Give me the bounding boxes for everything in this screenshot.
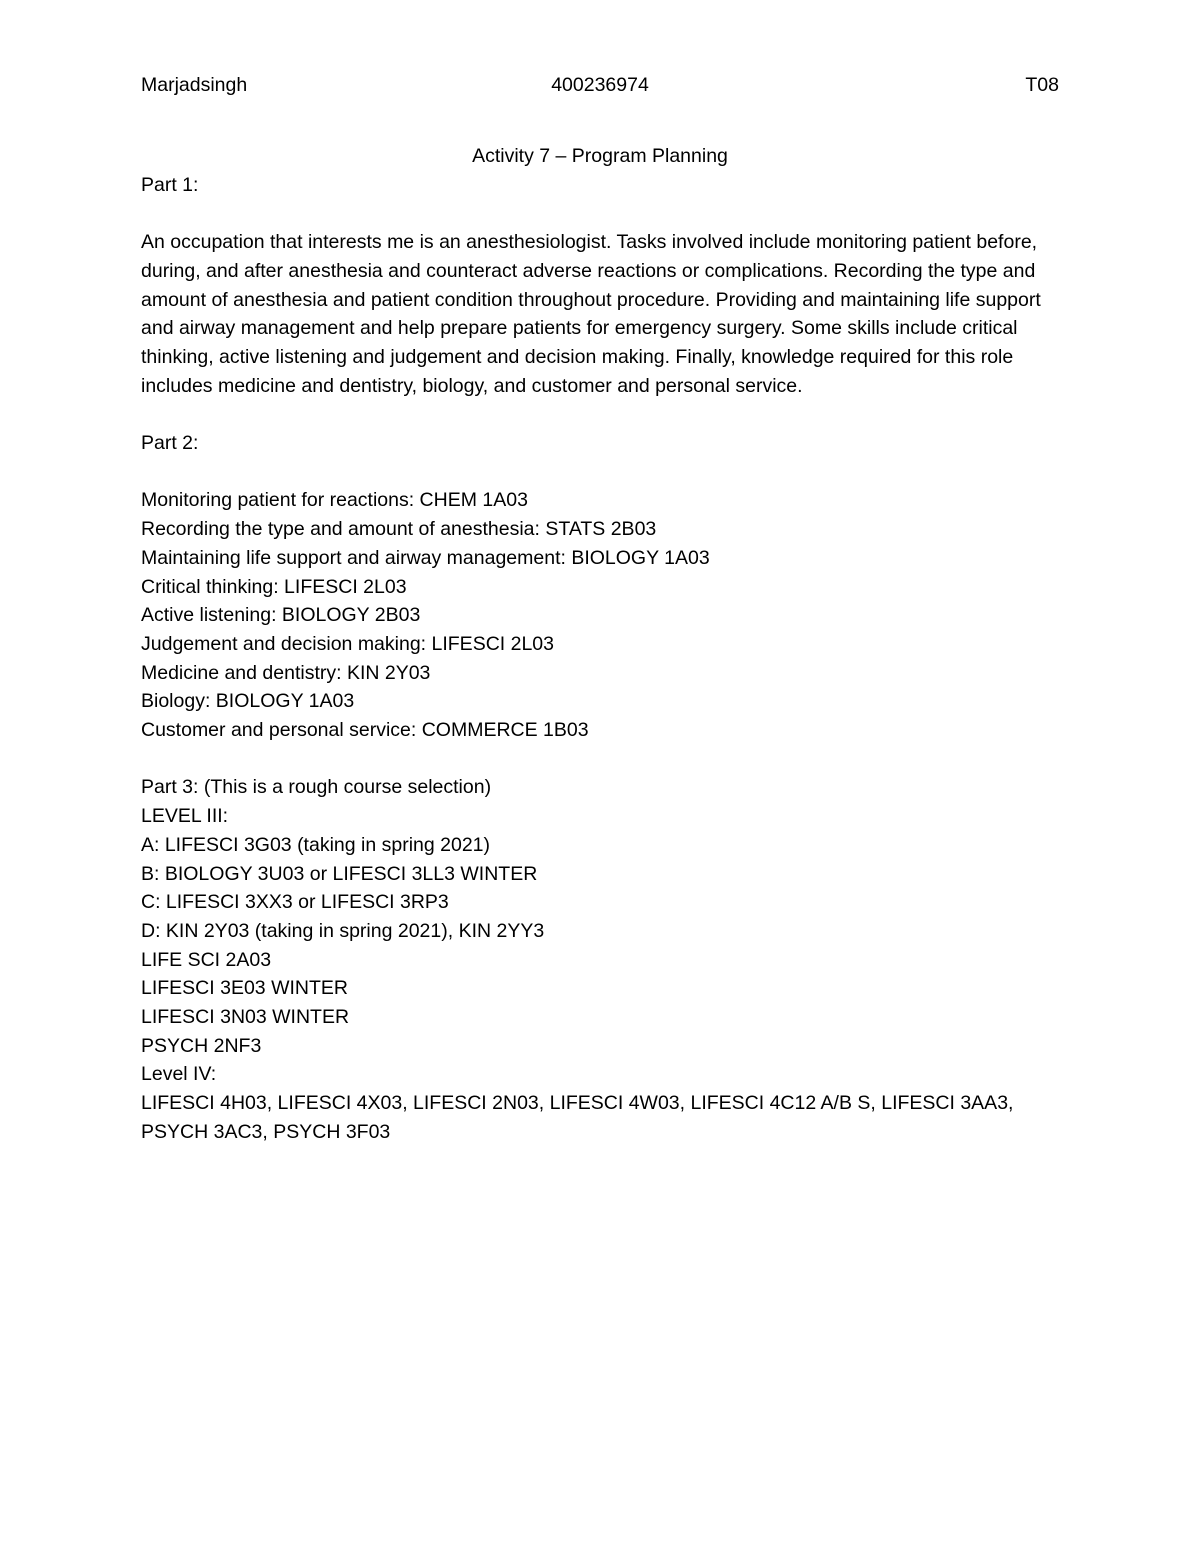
- part2-item: Medicine and dentistry: KIN 2Y03: [141, 661, 431, 684]
- level4-line: LIFESCI 4H03, LIFESCI 4X03, LIFESCI 2N03, LIFESCI 4W03, LIFESCI 4C12 A/B S, LIFESCI 3AA3,: [141, 1092, 1014, 1115]
- part2-item: Monitoring patient for reactions: CHEM 1A03: [141, 489, 528, 512]
- part2-item: Active listening: BIOLOGY 2B03: [141, 604, 421, 627]
- document-title: Activity 7 – Program Planning: [472, 145, 728, 167]
- part2-list: [141, 486, 1059, 744]
- document-body: [141, 142, 1059, 1147]
- part3-heading: Part 3: (This is a rough course selection): [141, 776, 492, 799]
- header-student-number: 400236974: [551, 74, 649, 96]
- level3-item: PSYCH 2NF3: [141, 1034, 262, 1057]
- spacer: [141, 199, 1059, 228]
- part2-item: Recording the type and amount of anesthesia: STATS 2B03: [141, 518, 657, 541]
- spacer: [141, 400, 1059, 429]
- page-header: [141, 71, 1059, 99]
- spacer: [141, 745, 1059, 774]
- level3-item: LIFESCI 3N03 WINTER: [141, 1006, 350, 1029]
- part2-item: Biology: BIOLOGY 1A03: [141, 690, 355, 713]
- level3-item: B: BIOLOGY 3U03 or LIFESCI 3LL3 WINTER: [141, 862, 538, 885]
- level4-heading: Level IV:: [141, 1063, 217, 1086]
- header-tutorial: T08: [1025, 74, 1059, 96]
- part2-heading: Part 2:: [141, 432, 199, 454]
- part2-item: Maintaining life support and airway management: BIOLOGY 1A03: [141, 546, 710, 569]
- level3-item: A: LIFESCI 3G03 (taking in spring 2021): [141, 833, 491, 856]
- part1-paragraph: An occupation that interests me is an anesthesiologist. Tasks involved include monitoring patient before, during, and after anesthesia and counteract adverse reactions or complications. Recording the type and amount of anesthesia and patient condition throughout procedure. Providing and maintaining life support and airway management and help prepare patients for emergency surgery. Some skills include critical thinking, active listening and judgement and decision making. Finally, knowledge required for this role includes medicine and dentistry, biology, and customer and personal service.: [141, 231, 1041, 397]
- level3-heading: LEVEL III:: [141, 805, 229, 828]
- level3-item: D: KIN 2Y03 (taking in spring 2021), KIN 2YY3: [141, 919, 545, 942]
- header-name: Marjadsingh: [141, 74, 248, 96]
- level3-item: LIFE SCI 2A03: [141, 948, 272, 971]
- part2-item: Critical thinking: LIFESCI 2L03: [141, 575, 407, 598]
- level3-item: C: LIFESCI 3XX3 or LIFESCI 3RP3: [141, 891, 449, 914]
- spacer: [141, 458, 1059, 487]
- part2-item: Customer and personal service: COMMERCE 1B03: [141, 719, 589, 742]
- part2-item: Judgement and decision making: LIFESCI 2L03: [141, 632, 554, 655]
- part1-heading: Part 1:: [141, 173, 199, 196]
- level4-line: PSYCH 3AC3, PSYCH 3F03: [141, 1120, 391, 1143]
- level3-item: LIFESCI 3E03 WINTER: [141, 977, 348, 1000]
- level3-list: [141, 831, 1059, 1061]
